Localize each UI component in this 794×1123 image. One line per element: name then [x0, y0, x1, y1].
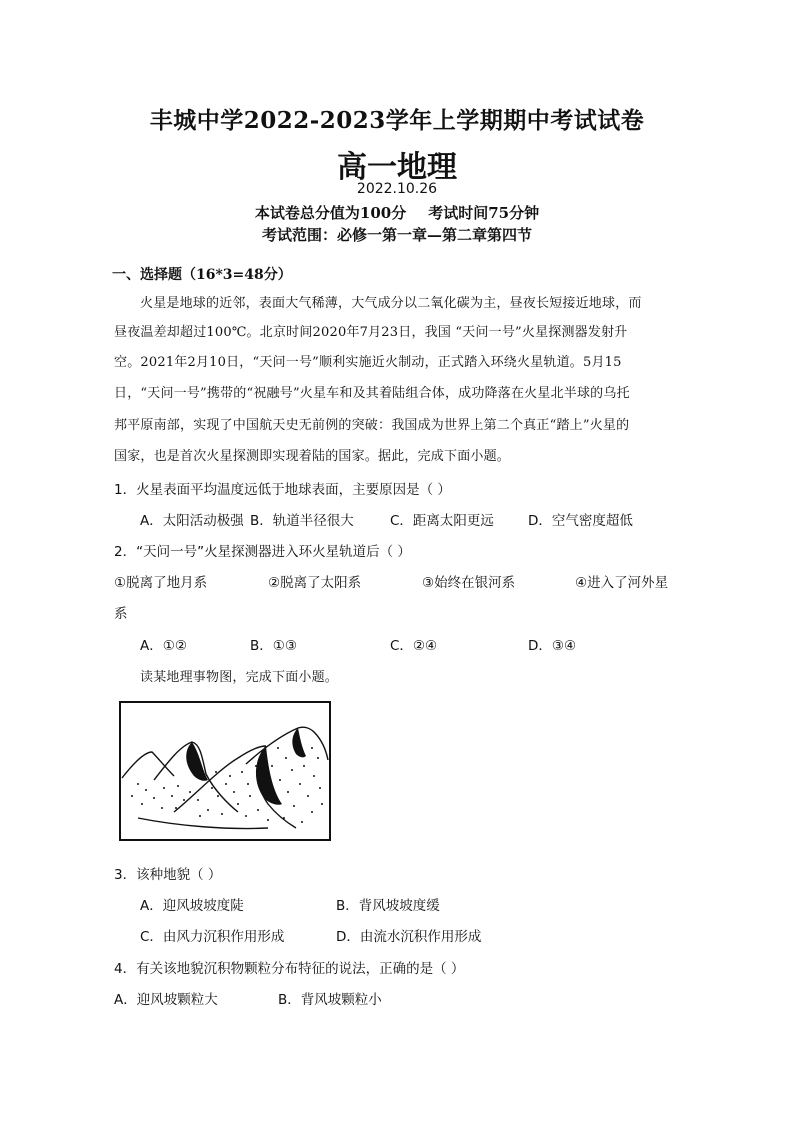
passage-line: 火星是地球的近邻，表面大气稀薄，大气成分以二氧化碳为主，昼夜长短接近地球，而: [140, 296, 642, 311]
q2-option-c: C．②④: [390, 638, 438, 654]
question-3-stem: 3．该种地貌（ ）: [114, 867, 222, 883]
q2-option-a: A．①②: [140, 638, 187, 654]
passage-line: 空。2021年2月10日，“天问一号”顺利实施近火制动，正式踏入环绕火星轨道。5月15: [114, 355, 622, 370]
passage-line: 国家，也是首次火星探测即实现着陆的国家。据此，完成下面小题。: [114, 449, 511, 464]
exam-title: 丰城中学2022-2023学年上学期期中考试试卷: [149, 107, 645, 134]
q1-option-c: C．距离太阳更远: [390, 513, 494, 529]
dune-figure: [118, 700, 332, 842]
q4-option-b: B．背风坡颗粒小: [278, 992, 382, 1008]
q2-statement-wrap: 系: [114, 606, 128, 622]
passage-line: 昼夜温差却超过100℃。北京时间2020年7月23日，我国 “天问一号”火星探测器发射升: [114, 325, 628, 340]
exam-scope: 考试范围：必修一第一章—第二章第四节: [261, 226, 532, 244]
q2-option-b: B．①③: [250, 638, 297, 654]
q3-option-b: B．背风坡坡度缓: [336, 898, 440, 914]
exam-info: [0, 202, 794, 223]
q3-option-a: A．迎风坡坡度陡: [140, 898, 244, 914]
passage-line: 日，“天问一号”携带的“祝融号”火星车和及其着陆组合体，成功降落在火星北半球的乌托: [114, 386, 630, 401]
q1-option-d: D．空气密度超低: [528, 513, 633, 529]
q4-option-a: A．迎风坡颗粒大: [114, 992, 218, 1008]
q2-option-d: D．③④: [528, 638, 577, 654]
passage-line: 邦平原南部，实现了中国航天史无前例的突破：我国成为世界上第二个真正“踏上”火星的: [114, 418, 630, 433]
time-info: 考试时间75分钟: [428, 204, 540, 222]
q2-statement-4: ④进入了河外星: [575, 575, 669, 591]
score-info: 本试卷总分值为100分: [254, 204, 407, 222]
question-1-stem: 1．火星表面平均温度远低于地球表面，主要原因是（ ）: [114, 482, 451, 498]
q3-option-d: D．由流水沉积作用形成: [336, 929, 482, 945]
passage-2: 读某地理事物图，完成下面小题。: [140, 670, 339, 685]
question-4-stem: 4．有关该地貌沉积物颗粒分布特征的说法，正确的是（ ）: [114, 961, 465, 977]
q1-option-b: B．轨道半径很大: [250, 513, 354, 529]
q2-statement-2: ②脱离了太阳系: [268, 575, 362, 591]
q2-statement-3: ③始终在银河系: [422, 575, 516, 591]
q2-statement-1: ①脱离了地月系: [114, 575, 208, 591]
question-2-stem: 2．“天问一号”火星探测器进入环火星轨道后（ ）: [114, 544, 411, 560]
exam-date: 2022.10.26: [356, 181, 438, 197]
q3-option-c: C．由风力沉积作用形成: [140, 929, 285, 945]
section-heading: 一、选择题（16*3=48分）: [112, 267, 292, 283]
subject-title: 高一地理: [337, 150, 457, 185]
figure-frame: [120, 702, 330, 840]
q1-option-a: A．太阳活动极强: [140, 513, 244, 529]
